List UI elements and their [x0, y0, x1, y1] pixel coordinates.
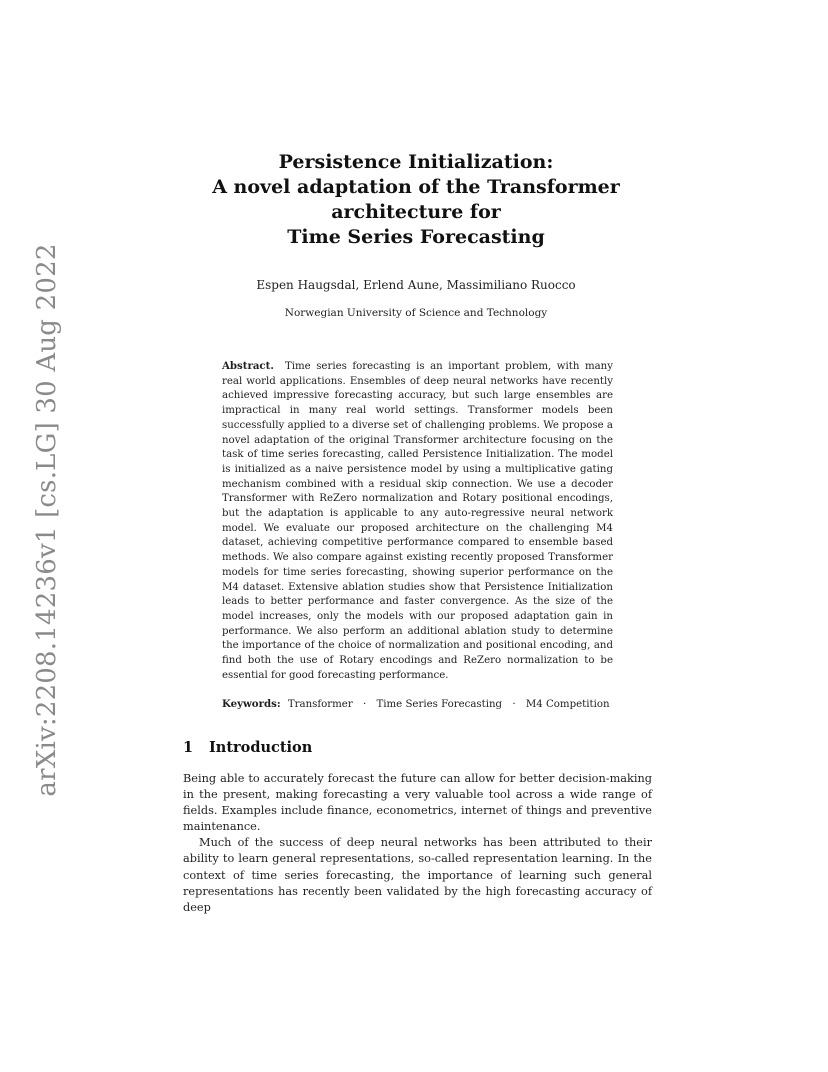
keyword: Transformer [287, 699, 353, 710]
section-body [183, 771, 652, 916]
keyword-separator: · [512, 699, 516, 710]
abstract-text: Time series forecasting is an important problem, with many real world applications. Ensembles of deep neural networks have recently achieved impressive forecasting accuracy, but such large ensembles are impractical in many real world settings. Transformer models been successfully applied to a diverse set of challenging problems. We propose a novel adaptation of the original Transformer architecture focusing on the task of time series forecasting, called Persistence Initialization. The model is initialized as a naive persistence model by using a multiplicative gating mechanism combined with a residual skip connection. We use a decoder Transformer with ReZero normalization and Rotary positional encodings, but the adaptation is applicable to any auto-regressive neural network model. We evaluate our proposed architecture on the challenging M4 dataset, achieving competitive performance compared to ensemble based methods. We also compare against existing recently proposed Transformer models for time series forecasting, showing superior performance on the M4 dataset. Extensive ablation studies show that Persistence Initialization leads to better performance and faster convergence. As the size of the model increases, only the models with our proposed adaptation gain in performance. We also perform an additional ablation study to determine the importance of the choice of normalization and positional encoding, and find both the use of Rotary encodings and ReZero normalization to be essential for good forecasting performance. [222, 361, 613, 681]
keyword: Time Series Forecasting [376, 699, 503, 710]
keywords [222, 698, 622, 710]
arxiv-identifier: arXiv:2208.14236v1 [cs.LG] 30 Aug 2022 [32, 243, 62, 797]
title-line: Persistence Initialization: [278, 151, 554, 173]
abstract-label: Abstract. [222, 360, 274, 372]
paragraph: Being able to accurately forecast the future can allow for better decision-making in the present, making forecasting a very valuable tool across a wide range of fields. Examples include finance, econometrics, internet of things and preventive maintenance. [183, 772, 652, 834]
section-title: Introduction [209, 739, 313, 756]
title-line: A novel adaptation of the Transformer [212, 176, 620, 198]
paper-title [183, 150, 649, 250]
title-line: Time Series Forecasting [287, 226, 545, 248]
paragraph: Much of the success of deep neural networks has been attributed to their ability to learn general representations, so-called representation learning. In the context of time series forecasting, the importance of learning such general representations has recently been validated by the high forecasting accuracy of deep [183, 836, 652, 914]
section-number: 1 [183, 739, 194, 756]
abstract [222, 359, 613, 683]
affiliation: Norwegian University of Science and Technology [284, 307, 548, 319]
keyword: M4 Competition [525, 699, 610, 710]
title-line: architecture for [331, 201, 501, 223]
section-heading [183, 739, 312, 756]
keywords-label: Keywords: [222, 698, 281, 710]
author-list: Espen Haugsdal, Erlend Aune, Massimiliano Ruocco [256, 278, 576, 292]
keyword-separator: · [362, 699, 367, 710]
